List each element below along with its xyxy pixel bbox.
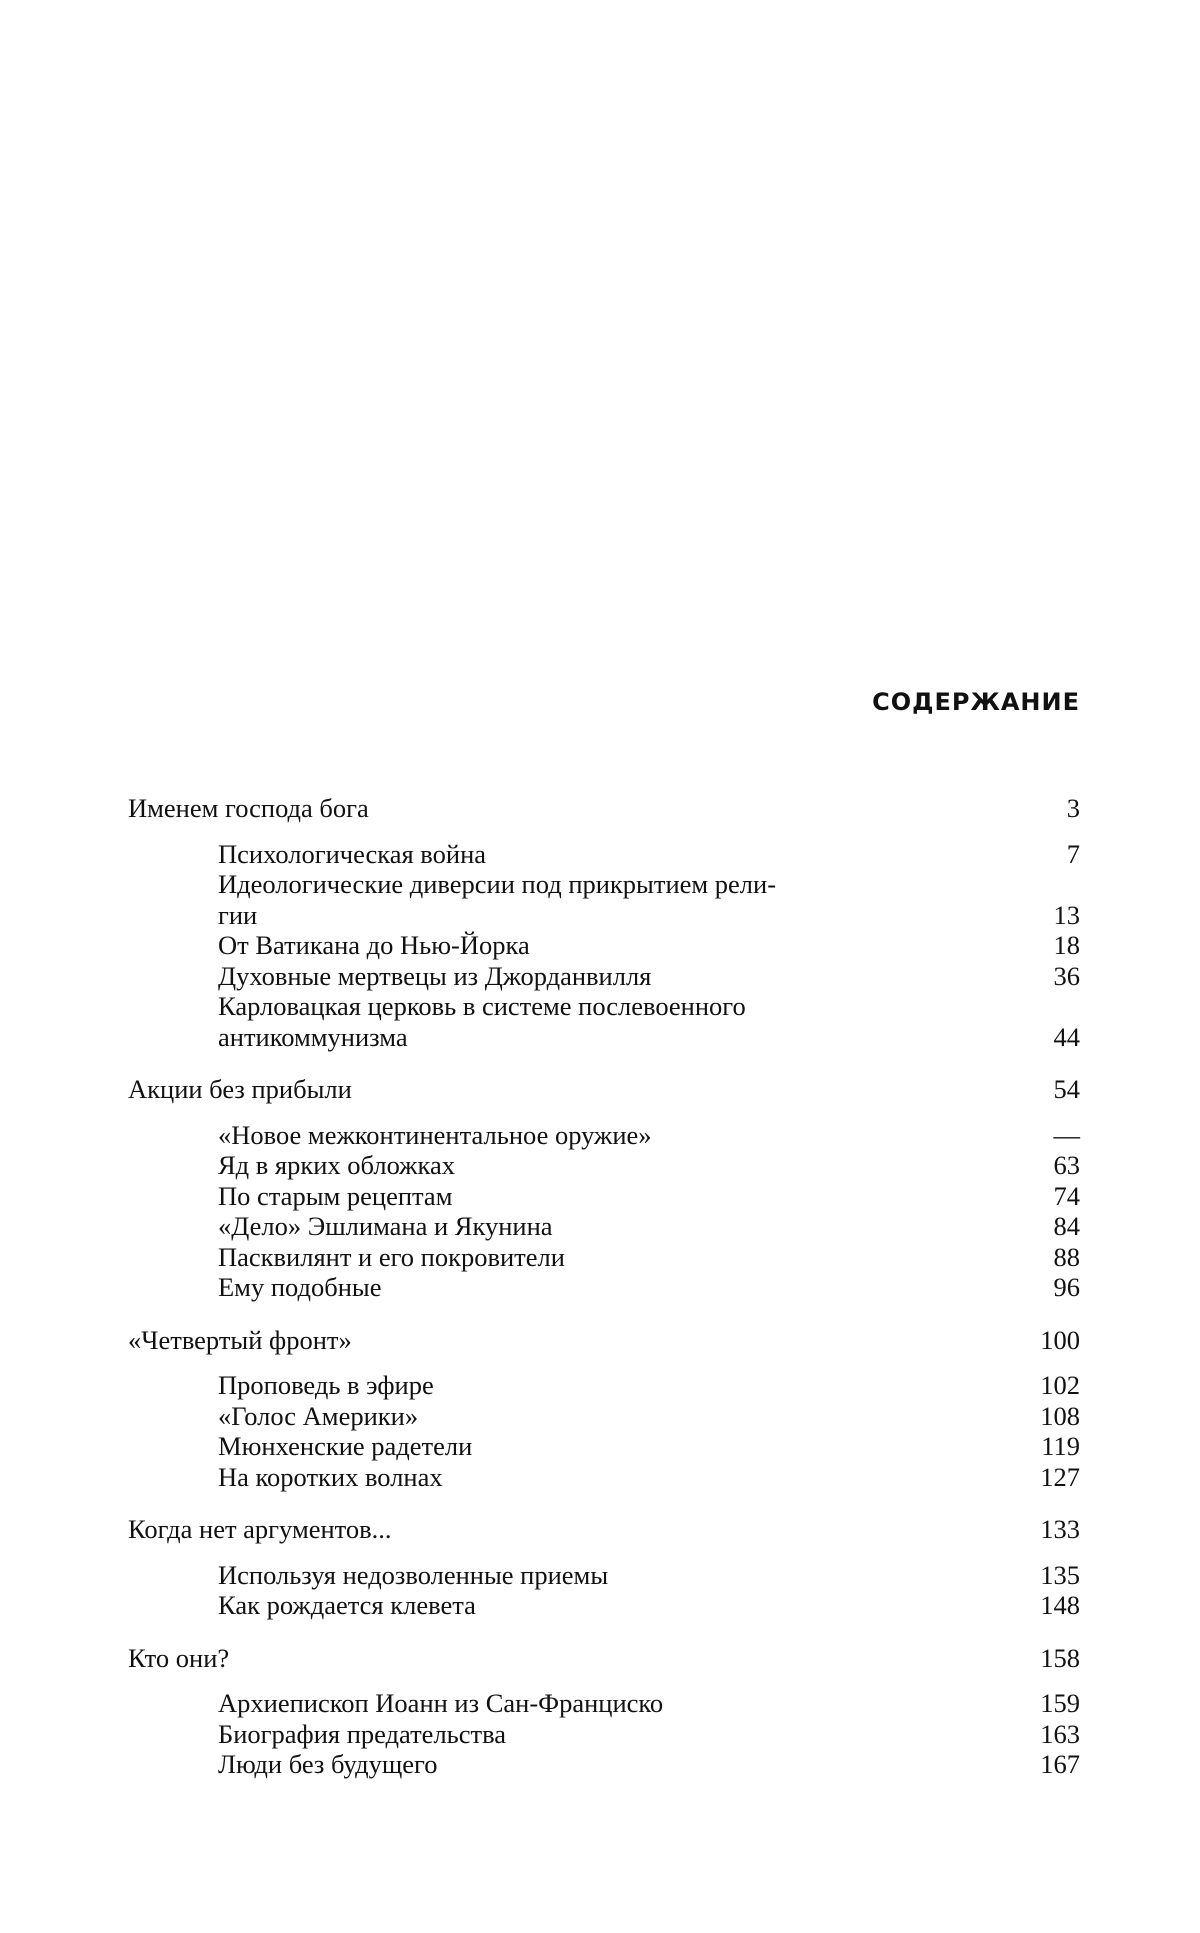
subsection-page-number: — bbox=[1053, 1119, 1080, 1150]
subsection-title: «Дело» Эшлимана и Якунина bbox=[218, 1211, 553, 1241]
toc-subsection-row bbox=[128, 1211, 1080, 1242]
toc-chapter-row bbox=[128, 1514, 1080, 1545]
toc-subsection-row bbox=[128, 1590, 1080, 1621]
subsection-title: Карловацкая церковь в системе послевоенного антикоммунизма bbox=[218, 991, 746, 1052]
subsection-title: Ему подобные bbox=[218, 1272, 382, 1302]
subsection-page-number: 159 bbox=[1040, 1688, 1080, 1718]
toc-chapter-row bbox=[128, 793, 1080, 824]
subsection-page-number: 13 bbox=[1053, 899, 1080, 930]
toc-subsection-row bbox=[128, 1560, 1080, 1591]
subsection-title: На коротких волнах bbox=[218, 1461, 443, 1492]
toc-subsection-row bbox=[128, 1150, 1080, 1181]
toc-subsection-row bbox=[128, 1120, 1080, 1151]
toc-subsection-row bbox=[128, 1688, 1080, 1719]
subsection-page-number: 74 bbox=[1053, 1180, 1080, 1211]
toc-subsection-row bbox=[128, 1272, 1080, 1303]
subsection-page-number: 135 bbox=[1040, 1559, 1080, 1590]
toc-chapter-row bbox=[128, 1643, 1080, 1674]
toc-section bbox=[128, 1325, 1080, 1493]
toc-chapter-row bbox=[128, 1325, 1080, 1356]
subsection-page-number: 102 bbox=[1040, 1370, 1080, 1400]
subsection-title: Биография предательства bbox=[218, 1718, 507, 1749]
subsection-title: Архиепископ Иоанн из Сан-Франциско bbox=[218, 1688, 664, 1718]
subsection-title: Люди без будущего bbox=[218, 1749, 438, 1779]
subsection-title: Духовные мертвецы из Джорданвилля bbox=[218, 960, 652, 991]
chapter-page-number: 54 bbox=[1053, 1074, 1080, 1104]
toc-subsection-row bbox=[128, 869, 1080, 930]
toc-section bbox=[128, 1643, 1080, 1780]
subsection-page-number: 44 bbox=[1053, 1021, 1080, 1052]
toc-subsection-row bbox=[128, 1181, 1080, 1212]
subsection-title: Пасквилянт и его покровители bbox=[218, 1241, 565, 1272]
subsection-title: От Ватикана до Нью-Йорка bbox=[218, 930, 530, 960]
chapter-title: Кто они? bbox=[128, 1642, 230, 1673]
chapter-title: Когда нет аргументов... bbox=[128, 1514, 392, 1544]
chapter-title: Именем господа бога bbox=[128, 793, 369, 823]
subsection-page-number: 167 bbox=[1040, 1749, 1080, 1779]
subsection-page-number: 88 bbox=[1053, 1241, 1080, 1272]
toc-subsection-row bbox=[128, 1431, 1080, 1462]
toc-subsection-row bbox=[128, 991, 1080, 1052]
toc-chapter-row bbox=[128, 1074, 1080, 1105]
chapter-page-number: 3 bbox=[1066, 793, 1080, 823]
table-of-contents bbox=[128, 793, 1080, 1802]
toc-subsection-row bbox=[128, 839, 1080, 870]
contents-heading: СОДЕРЖАНИЕ bbox=[872, 688, 1080, 716]
subsection-title: Мюнхенские радетели bbox=[218, 1431, 473, 1461]
subsection-page-number: 96 bbox=[1053, 1272, 1080, 1302]
subsection-page-number: 163 bbox=[1040, 1718, 1080, 1749]
subsection-title: «Голос Америки» bbox=[218, 1400, 419, 1431]
subsection-page-number: 127 bbox=[1040, 1461, 1080, 1492]
toc-subsection-row bbox=[128, 961, 1080, 992]
toc-subsection-row bbox=[128, 1719, 1080, 1750]
toc-subsection-row bbox=[128, 1242, 1080, 1273]
subsection-title: Используя недозволенные приемы bbox=[218, 1559, 609, 1590]
toc-subsection-row bbox=[128, 930, 1080, 961]
chapter-page-number: 158 bbox=[1040, 1642, 1080, 1673]
subsection-title: Психологическая война bbox=[218, 838, 487, 869]
toc-section bbox=[128, 1074, 1080, 1303]
subsection-title: «Новое межконтинентальное оружие» bbox=[218, 1119, 652, 1150]
toc-subsection-row bbox=[128, 1370, 1080, 1401]
toc-section bbox=[128, 1514, 1080, 1621]
subsection-page-number: 148 bbox=[1040, 1590, 1080, 1620]
chapter-title: Акции без прибыли bbox=[128, 1074, 352, 1104]
subsection-page-number: 63 bbox=[1053, 1150, 1080, 1180]
toc-subsection-row bbox=[128, 1749, 1080, 1780]
chapter-page-number: 133 bbox=[1040, 1514, 1080, 1544]
subsection-title: По старым рецептам bbox=[218, 1180, 453, 1211]
toc-subsection-row bbox=[128, 1401, 1080, 1432]
chapter-title: «Четвертый фронт» bbox=[128, 1324, 352, 1355]
chapter-page-number: 100 bbox=[1040, 1324, 1080, 1355]
subsection-page-number: 84 bbox=[1053, 1211, 1080, 1241]
subsection-title: Идеологические диверсии под прикрытием рели- гии bbox=[218, 869, 777, 930]
subsection-page-number: 119 bbox=[1041, 1431, 1080, 1461]
subsection-page-number: 36 bbox=[1053, 960, 1080, 991]
subsection-title: Яд в ярких обложках bbox=[218, 1150, 455, 1180]
subsection-title: Как рождается клевета bbox=[218, 1590, 476, 1620]
subsection-page-number: 18 bbox=[1053, 930, 1080, 960]
subsection-title: Проповедь в эфире bbox=[218, 1370, 434, 1400]
subsection-page-number: 108 bbox=[1040, 1400, 1080, 1431]
toc-section bbox=[128, 793, 1080, 1052]
subsection-page-number: 7 bbox=[1066, 838, 1080, 869]
toc-subsection-row bbox=[128, 1462, 1080, 1493]
